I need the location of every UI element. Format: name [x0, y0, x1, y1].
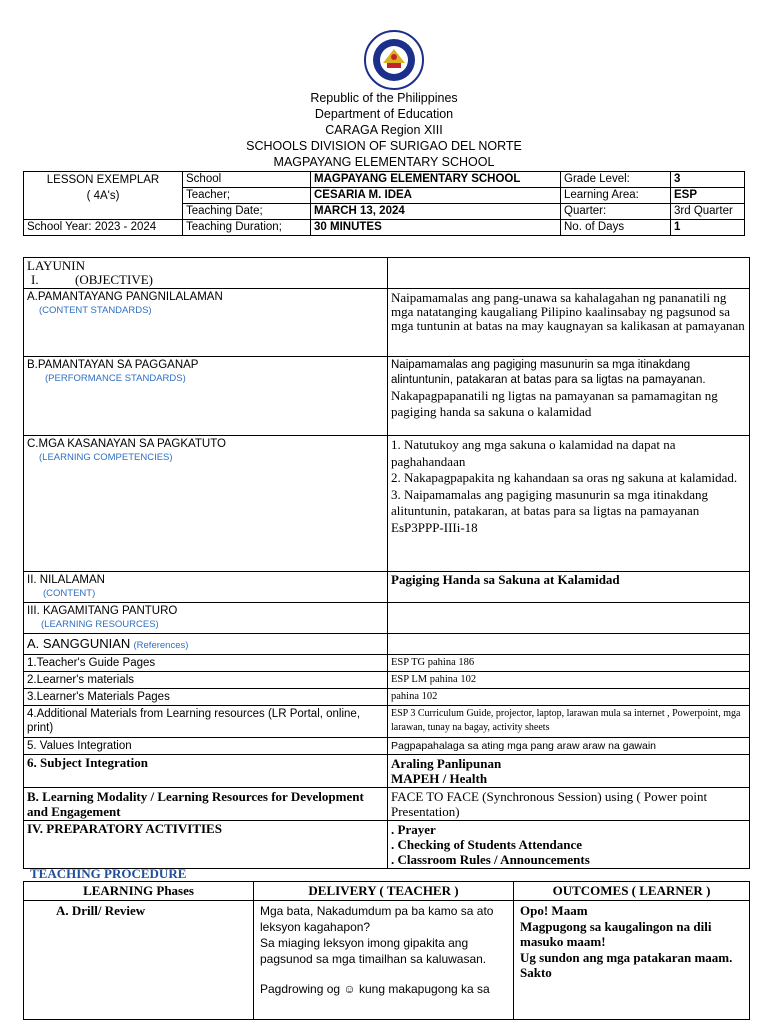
performance-standards-cell: [24, 357, 388, 436]
content-value: Pagiging Handa sa Sakuna at Kalamidad: [388, 572, 750, 603]
teacher-label: Teacher;: [183, 188, 311, 204]
lmp-value: pahina 102: [388, 689, 750, 706]
school-value: MAGPAYANG ELEMENTARY SCHOOL: [311, 172, 561, 188]
subject-integration-cell: [388, 755, 750, 788]
preparatory-2: . Checking of Students Attendance: [391, 837, 583, 852]
learner-line-4: Sakto: [520, 965, 552, 980]
deped-seal-logo: [349, 29, 439, 91]
lm-value: ESP LM pahina 102: [388, 672, 750, 689]
resources-cell: [24, 603, 388, 634]
learner-line-3: Ug sundon ang mga patakaran maam.: [520, 949, 733, 965]
quarter-label: Quarter:: [561, 204, 671, 220]
preparatory-cell: [388, 821, 750, 869]
teacher-line-3: Pagdrowing og ☺ kung makapugong ka sa: [260, 982, 490, 996]
references-cell: [24, 634, 388, 655]
teacher-delivery-cell: [254, 901, 514, 1020]
preparatory-label: IV. PREPARATORY ACTIVITIES: [24, 821, 388, 869]
content-label: II. NILALAMAN: [27, 574, 105, 586]
performance-standards-sub: (PERFORMANCE STANDARDS): [45, 373, 186, 384]
performance-standards-value-2: Nakapagpapanatili ng ligtas na pamayanan sa pamamagitan ng pagiging handa sa sakuna o kalamidad: [391, 388, 718, 419]
objective-number: I.: [31, 272, 39, 287]
header-department: Department of Education: [314, 107, 454, 121]
date-value: MARCH 13, 2024: [311, 204, 561, 220]
competency-2: 2. Nakapagpapakita ng kahandaan sa oras ng sakuna at kalamidad.: [391, 470, 738, 485]
school-year: School Year: 2023 - 2024: [24, 220, 183, 236]
content-standards-label: A.PAMANTAYANG PANGNILALAMAN: [27, 291, 223, 303]
header-division: SCHOOLS DIVISION OF SURIGAO DEL NORTE: [246, 139, 522, 153]
layunin-label: LAYUNIN: [27, 258, 86, 273]
learner-line-2: Magpugong sa kaugalingon na dili masuko maam!: [520, 918, 712, 949]
duration-value: 30 MINUTES: [311, 220, 561, 236]
additional-value: ESP 3 Curriculum Guide, projector, laptop, larawan mula sa internet , Powerpoint, mga larawan, tunay na bagay, activity sheets: [388, 706, 750, 738]
content-standards-sub: (CONTENT STANDARDS): [39, 305, 152, 316]
phase-drill-review: A. Drill/ Review: [24, 901, 254, 1020]
references-label: A. SANGGUNIAN: [27, 636, 131, 651]
modality-value: FACE TO FACE (Synchronous Session) using ( Power point Presentation): [388, 788, 750, 821]
preparatory-1: . Prayer: [391, 822, 436, 837]
teaching-procedure-title: TEACHING PROCEDURE: [30, 866, 187, 881]
tg-value: ESP TG pahina 186: [388, 655, 750, 672]
duration-label: Teaching Duration;: [183, 220, 311, 236]
area-value: ESP: [671, 188, 745, 204]
resources-value-cell: [388, 603, 750, 634]
values-label: 5. Values Integration: [24, 738, 388, 755]
phases-header: LEARNING Phases: [24, 882, 254, 901]
header-region: CARAGA Region XIII: [325, 123, 443, 137]
competency-1: 1. Natutukoy ang mga sakuna o kalamidad na dapat na paghahandaan: [391, 437, 676, 469]
objective-cell: [24, 258, 388, 289]
outcomes-header: OUTCOMES ( LEARNER ): [514, 882, 750, 901]
references-value-cell: [388, 634, 750, 655]
resources-sub: (LEARNING RESOURCES): [41, 619, 159, 630]
references-sub: (References): [133, 640, 189, 651]
subject-integration-label: 6. Subject Integration: [24, 755, 388, 788]
objective-value-cell: [388, 258, 750, 289]
tg-label: 1.Teacher's Guide Pages: [24, 655, 388, 672]
school-label: School: [183, 172, 311, 188]
exemplar-title: LESSON EXEMPLAR: [46, 174, 160, 186]
lesson-plan-table: [23, 257, 750, 869]
procedure-table: [23, 881, 750, 1020]
teacher-value: CESARIA M. IDEA: [311, 188, 561, 204]
lesson-info-table: [23, 171, 745, 236]
area-label: Learning Area:: [561, 188, 671, 204]
exemplar-type: ( 4A's): [86, 190, 120, 202]
delivery-header: DELIVERY ( TEACHER ): [254, 882, 514, 901]
competency-code: EsP3PPP-IIIi-18: [391, 519, 478, 535]
competencies-sub: (LEARNING COMPETENCIES): [39, 452, 173, 463]
competencies-label: C.MGA KASANAYAN SA PAGKATUTO: [27, 438, 226, 450]
learner-outcomes-cell: [514, 901, 750, 1020]
days-value: 1: [671, 220, 745, 236]
grade-label: Grade Level:: [561, 172, 671, 188]
learner-line-1: Opo! Maam: [520, 903, 588, 918]
performance-standards-label: B.PAMANTAYAN SA PAGGANAP: [27, 359, 199, 371]
grade-value: 3: [671, 172, 745, 188]
content-sub: (CONTENT): [43, 588, 96, 599]
days-label: No. of Days: [561, 220, 671, 236]
competency-3: 3. Naipamamalas ang pagiging masunurin sa mga itinakdang alituntunin, patakaran, at batas para sa ligtas na pamayanan: [391, 486, 708, 518]
content-cell: [24, 572, 388, 603]
content-standards-cell: [24, 289, 388, 357]
additional-label: 4.Additional Materials from Learning resources (LR Portal, online, print): [24, 706, 388, 738]
performance-standards-value-cell: [388, 357, 750, 436]
exemplar-cell: [24, 172, 183, 220]
teacher-line-2: Sa miaging leksyon imong gipakita ang pagsunod sa mga timailhan sa kaluwasan.: [260, 936, 487, 966]
competencies-value-cell: [388, 436, 750, 572]
header-school: MAGPAYANG ELEMENTARY SCHOOL: [273, 155, 495, 169]
values-value: Pagpapahalaga sa ating mga pang araw araw na gawain: [388, 738, 750, 755]
date-label: Teaching Date;: [183, 204, 311, 220]
subject-integration-1: Araling Panlipunan: [391, 756, 502, 771]
teacher-line-1: Mga bata, Nakadumdum pa ba kamo sa ato leksyon kagahapon?: [260, 904, 494, 934]
resources-label: III. KAGAMITANG PANTURO: [27, 605, 178, 617]
modality-label: B. Learning Modality / Learning Resources for Development and Engagement: [24, 788, 388, 821]
performance-standards-value-1: Naipamamalas ang pagiging masunurin sa mga itinakdang alintuntunin, patakaran at batas para sa ligtas na pamayanan.: [391, 359, 706, 386]
objective-label: (OBJECTIVE): [75, 272, 153, 287]
competencies-cell: [24, 436, 388, 572]
preparatory-3: . Classroom Rules / Announcements: [391, 852, 590, 867]
lm-label: 2.Learner's materials: [24, 672, 388, 689]
lmp-label: 3.Learner's Materials Pages: [24, 689, 388, 706]
subject-integration-2: MAPEH / Health: [391, 771, 488, 786]
quarter-value: 3rd Quarter: [671, 204, 745, 220]
header-republic: Republic of the Philippines: [310, 91, 458, 105]
content-standards-value: Naipamamalas ang pang-unawa sa kahalagahan ng pananatili ng mga natatanging kaugaliang Pilipino kaalinsabay ng pagsunod sa mga tuntunin at batas na may kaugnayan sa kalikasan at pamayanan: [388, 289, 750, 357]
